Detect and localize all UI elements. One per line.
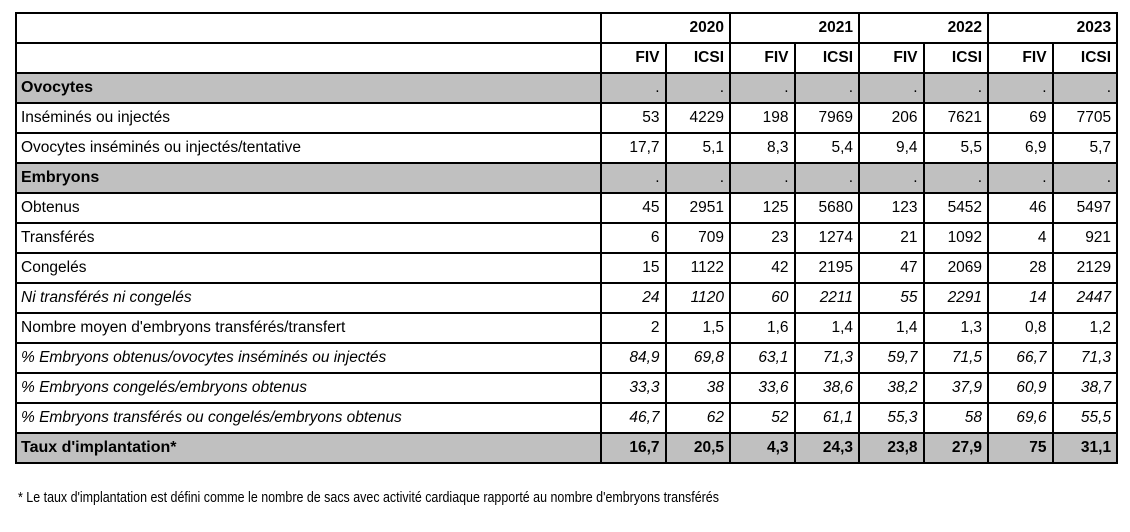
table-row xyxy=(16,223,1117,253)
cell-value: 7969 xyxy=(795,103,860,133)
method-header-4: FIV xyxy=(859,43,924,73)
table-row xyxy=(16,343,1117,373)
year-header-2022: 2022 xyxy=(859,13,988,43)
cell-value: 5,1 xyxy=(666,133,731,163)
cell-value: 33,6 xyxy=(730,373,795,403)
cell-value: 6 xyxy=(601,223,666,253)
cell-value: 2 xyxy=(601,313,666,343)
method-header-3: ICSI xyxy=(795,43,860,73)
cell-value: . xyxy=(859,163,924,193)
cell-value: . xyxy=(859,73,924,103)
cell-value: 5,4 xyxy=(795,133,860,163)
cell-value: 37,9 xyxy=(924,373,989,403)
cell-value: 71,3 xyxy=(795,343,860,373)
method-header-5: ICSI xyxy=(924,43,989,73)
row-label: % Embryons transférés ou congelés/embryons obtenus xyxy=(16,403,601,433)
footnote-text: * Le taux d'implantation est défini comme le nombre de sacs avec activité cardiaque rapporté au nombre d'embryons transférés xyxy=(18,489,719,506)
table-row xyxy=(16,133,1117,163)
cell-value: 5,7 xyxy=(1053,133,1118,163)
row-label: Taux d'implantation* xyxy=(16,433,601,463)
cell-value: . xyxy=(730,73,795,103)
year-header-2020: 2020 xyxy=(601,13,730,43)
row-label: % Embryons congelés/embryons obtenus xyxy=(16,373,601,403)
cell-value: 20,5 xyxy=(666,433,731,463)
row-label: Ovocytes xyxy=(16,73,601,103)
cell-value: 24 xyxy=(601,283,666,313)
cell-value: 8,3 xyxy=(730,133,795,163)
corner-cell-bottom xyxy=(16,43,601,73)
cell-value: 9,4 xyxy=(859,133,924,163)
row-label: Embryons xyxy=(16,163,601,193)
row-label: Transférés xyxy=(16,223,601,253)
cell-value: 66,7 xyxy=(988,343,1053,373)
cell-value: 61,1 xyxy=(795,403,860,433)
table-row xyxy=(16,163,1117,193)
corner-cell-top xyxy=(16,13,601,43)
cell-value: . xyxy=(1053,73,1118,103)
cell-value: 71,3 xyxy=(1053,343,1118,373)
row-label: Obtenus xyxy=(16,193,601,223)
cell-value: 5,5 xyxy=(924,133,989,163)
cell-value: 2069 xyxy=(924,253,989,283)
fiv-icsi-statistics-table xyxy=(15,12,1118,464)
cell-value: . xyxy=(988,73,1053,103)
method-header-1: ICSI xyxy=(666,43,731,73)
method-header-2: FIV xyxy=(730,43,795,73)
cell-value: 0,8 xyxy=(988,313,1053,343)
cell-value: . xyxy=(795,73,860,103)
cell-value: 6,9 xyxy=(988,133,1053,163)
cell-value: 62 xyxy=(666,403,731,433)
cell-value: 4229 xyxy=(666,103,731,133)
cell-value: 24,3 xyxy=(795,433,860,463)
cell-value: 4 xyxy=(988,223,1053,253)
table-body xyxy=(16,73,1117,463)
cell-value: 7705 xyxy=(1053,103,1118,133)
cell-value: 921 xyxy=(1053,223,1118,253)
cell-value: 1,3 xyxy=(924,313,989,343)
cell-value: 58 xyxy=(924,403,989,433)
cell-value: 4,3 xyxy=(730,433,795,463)
table-row xyxy=(16,373,1117,403)
cell-value: 2211 xyxy=(795,283,860,313)
cell-value: 60,9 xyxy=(988,373,1053,403)
cell-value: 42 xyxy=(730,253,795,283)
cell-value: 69,6 xyxy=(988,403,1053,433)
cell-value: 60 xyxy=(730,283,795,313)
cell-value: 2129 xyxy=(1053,253,1118,283)
cell-value: . xyxy=(795,163,860,193)
method-header-row xyxy=(16,43,1117,73)
cell-value: 5452 xyxy=(924,193,989,223)
cell-value: 1,4 xyxy=(795,313,860,343)
cell-value: 69,8 xyxy=(666,343,731,373)
cell-value: 1,5 xyxy=(666,313,731,343)
cell-value: . xyxy=(666,73,731,103)
cell-value: 1122 xyxy=(666,253,731,283)
method-header-7: ICSI xyxy=(1053,43,1118,73)
cell-value: 69 xyxy=(988,103,1053,133)
cell-value: 15 xyxy=(601,253,666,283)
row-label: Ovocytes inséminés ou injectés/tentative xyxy=(16,133,601,163)
cell-value: 46,7 xyxy=(601,403,666,433)
cell-value: 59,7 xyxy=(859,343,924,373)
table-header xyxy=(16,13,1117,73)
cell-value: 709 xyxy=(666,223,731,253)
cell-value: 14 xyxy=(988,283,1053,313)
cell-value: 38,7 xyxy=(1053,373,1118,403)
row-label: Nombre moyen d'embryons transférés/transfert xyxy=(16,313,601,343)
cell-value: 55,5 xyxy=(1053,403,1118,433)
cell-value: 1,4 xyxy=(859,313,924,343)
cell-value: 206 xyxy=(859,103,924,133)
cell-value: . xyxy=(601,73,666,103)
cell-value: 55,3 xyxy=(859,403,924,433)
year-header-2023: 2023 xyxy=(988,13,1117,43)
cell-value: 21 xyxy=(859,223,924,253)
cell-value: 2447 xyxy=(1053,283,1118,313)
cell-value: . xyxy=(666,163,731,193)
cell-value: . xyxy=(730,163,795,193)
cell-value: 23,8 xyxy=(859,433,924,463)
cell-value: 17,7 xyxy=(601,133,666,163)
year-header-2021: 2021 xyxy=(730,13,859,43)
cell-value: 5497 xyxy=(1053,193,1118,223)
cell-value: 1,2 xyxy=(1053,313,1118,343)
cell-value: 33,3 xyxy=(601,373,666,403)
table-row xyxy=(16,253,1117,283)
cell-value: 38 xyxy=(666,373,731,403)
cell-value: 23 xyxy=(730,223,795,253)
cell-value: 63,1 xyxy=(730,343,795,373)
cell-value: 5680 xyxy=(795,193,860,223)
cell-value: 2951 xyxy=(666,193,731,223)
cell-value: . xyxy=(988,163,1053,193)
cell-value: 27,9 xyxy=(924,433,989,463)
cell-value: 28 xyxy=(988,253,1053,283)
cell-value: 123 xyxy=(859,193,924,223)
row-label: Congelés xyxy=(16,253,601,283)
cell-value: 47 xyxy=(859,253,924,283)
cell-value: 2195 xyxy=(795,253,860,283)
cell-value: 52 xyxy=(730,403,795,433)
table-row xyxy=(16,193,1117,223)
cell-value: 1274 xyxy=(795,223,860,253)
cell-value: . xyxy=(924,73,989,103)
cell-value: 198 xyxy=(730,103,795,133)
cell-value: 31,1 xyxy=(1053,433,1118,463)
cell-value: 75 xyxy=(988,433,1053,463)
cell-value: 53 xyxy=(601,103,666,133)
cell-value: 45 xyxy=(601,193,666,223)
cell-value: 1,6 xyxy=(730,313,795,343)
cell-value: 1092 xyxy=(924,223,989,253)
cell-value: 1120 xyxy=(666,283,731,313)
cell-value: 38,2 xyxy=(859,373,924,403)
table-row xyxy=(16,283,1117,313)
cell-value: 84,9 xyxy=(601,343,666,373)
cell-value: 125 xyxy=(730,193,795,223)
row-label: % Embryons obtenus/ovocytes inséminés ou injectés xyxy=(16,343,601,373)
table-row xyxy=(16,403,1117,433)
table-row xyxy=(16,433,1117,463)
cell-value: 38,6 xyxy=(795,373,860,403)
cell-value: 46 xyxy=(988,193,1053,223)
table-row xyxy=(16,313,1117,343)
method-header-0: FIV xyxy=(601,43,666,73)
cell-value: . xyxy=(601,163,666,193)
cell-value: 16,7 xyxy=(601,433,666,463)
row-label: Ni transférés ni congelés xyxy=(16,283,601,313)
table-row xyxy=(16,103,1117,133)
cell-value: . xyxy=(1053,163,1118,193)
year-header-row xyxy=(16,13,1117,43)
cell-value: 71,5 xyxy=(924,343,989,373)
row-label: Inséminés ou injectés xyxy=(16,103,601,133)
cell-value: . xyxy=(924,163,989,193)
table-row xyxy=(16,73,1117,103)
method-header-6: FIV xyxy=(988,43,1053,73)
cell-value: 55 xyxy=(859,283,924,313)
cell-value: 7621 xyxy=(924,103,989,133)
cell-value: 2291 xyxy=(924,283,989,313)
